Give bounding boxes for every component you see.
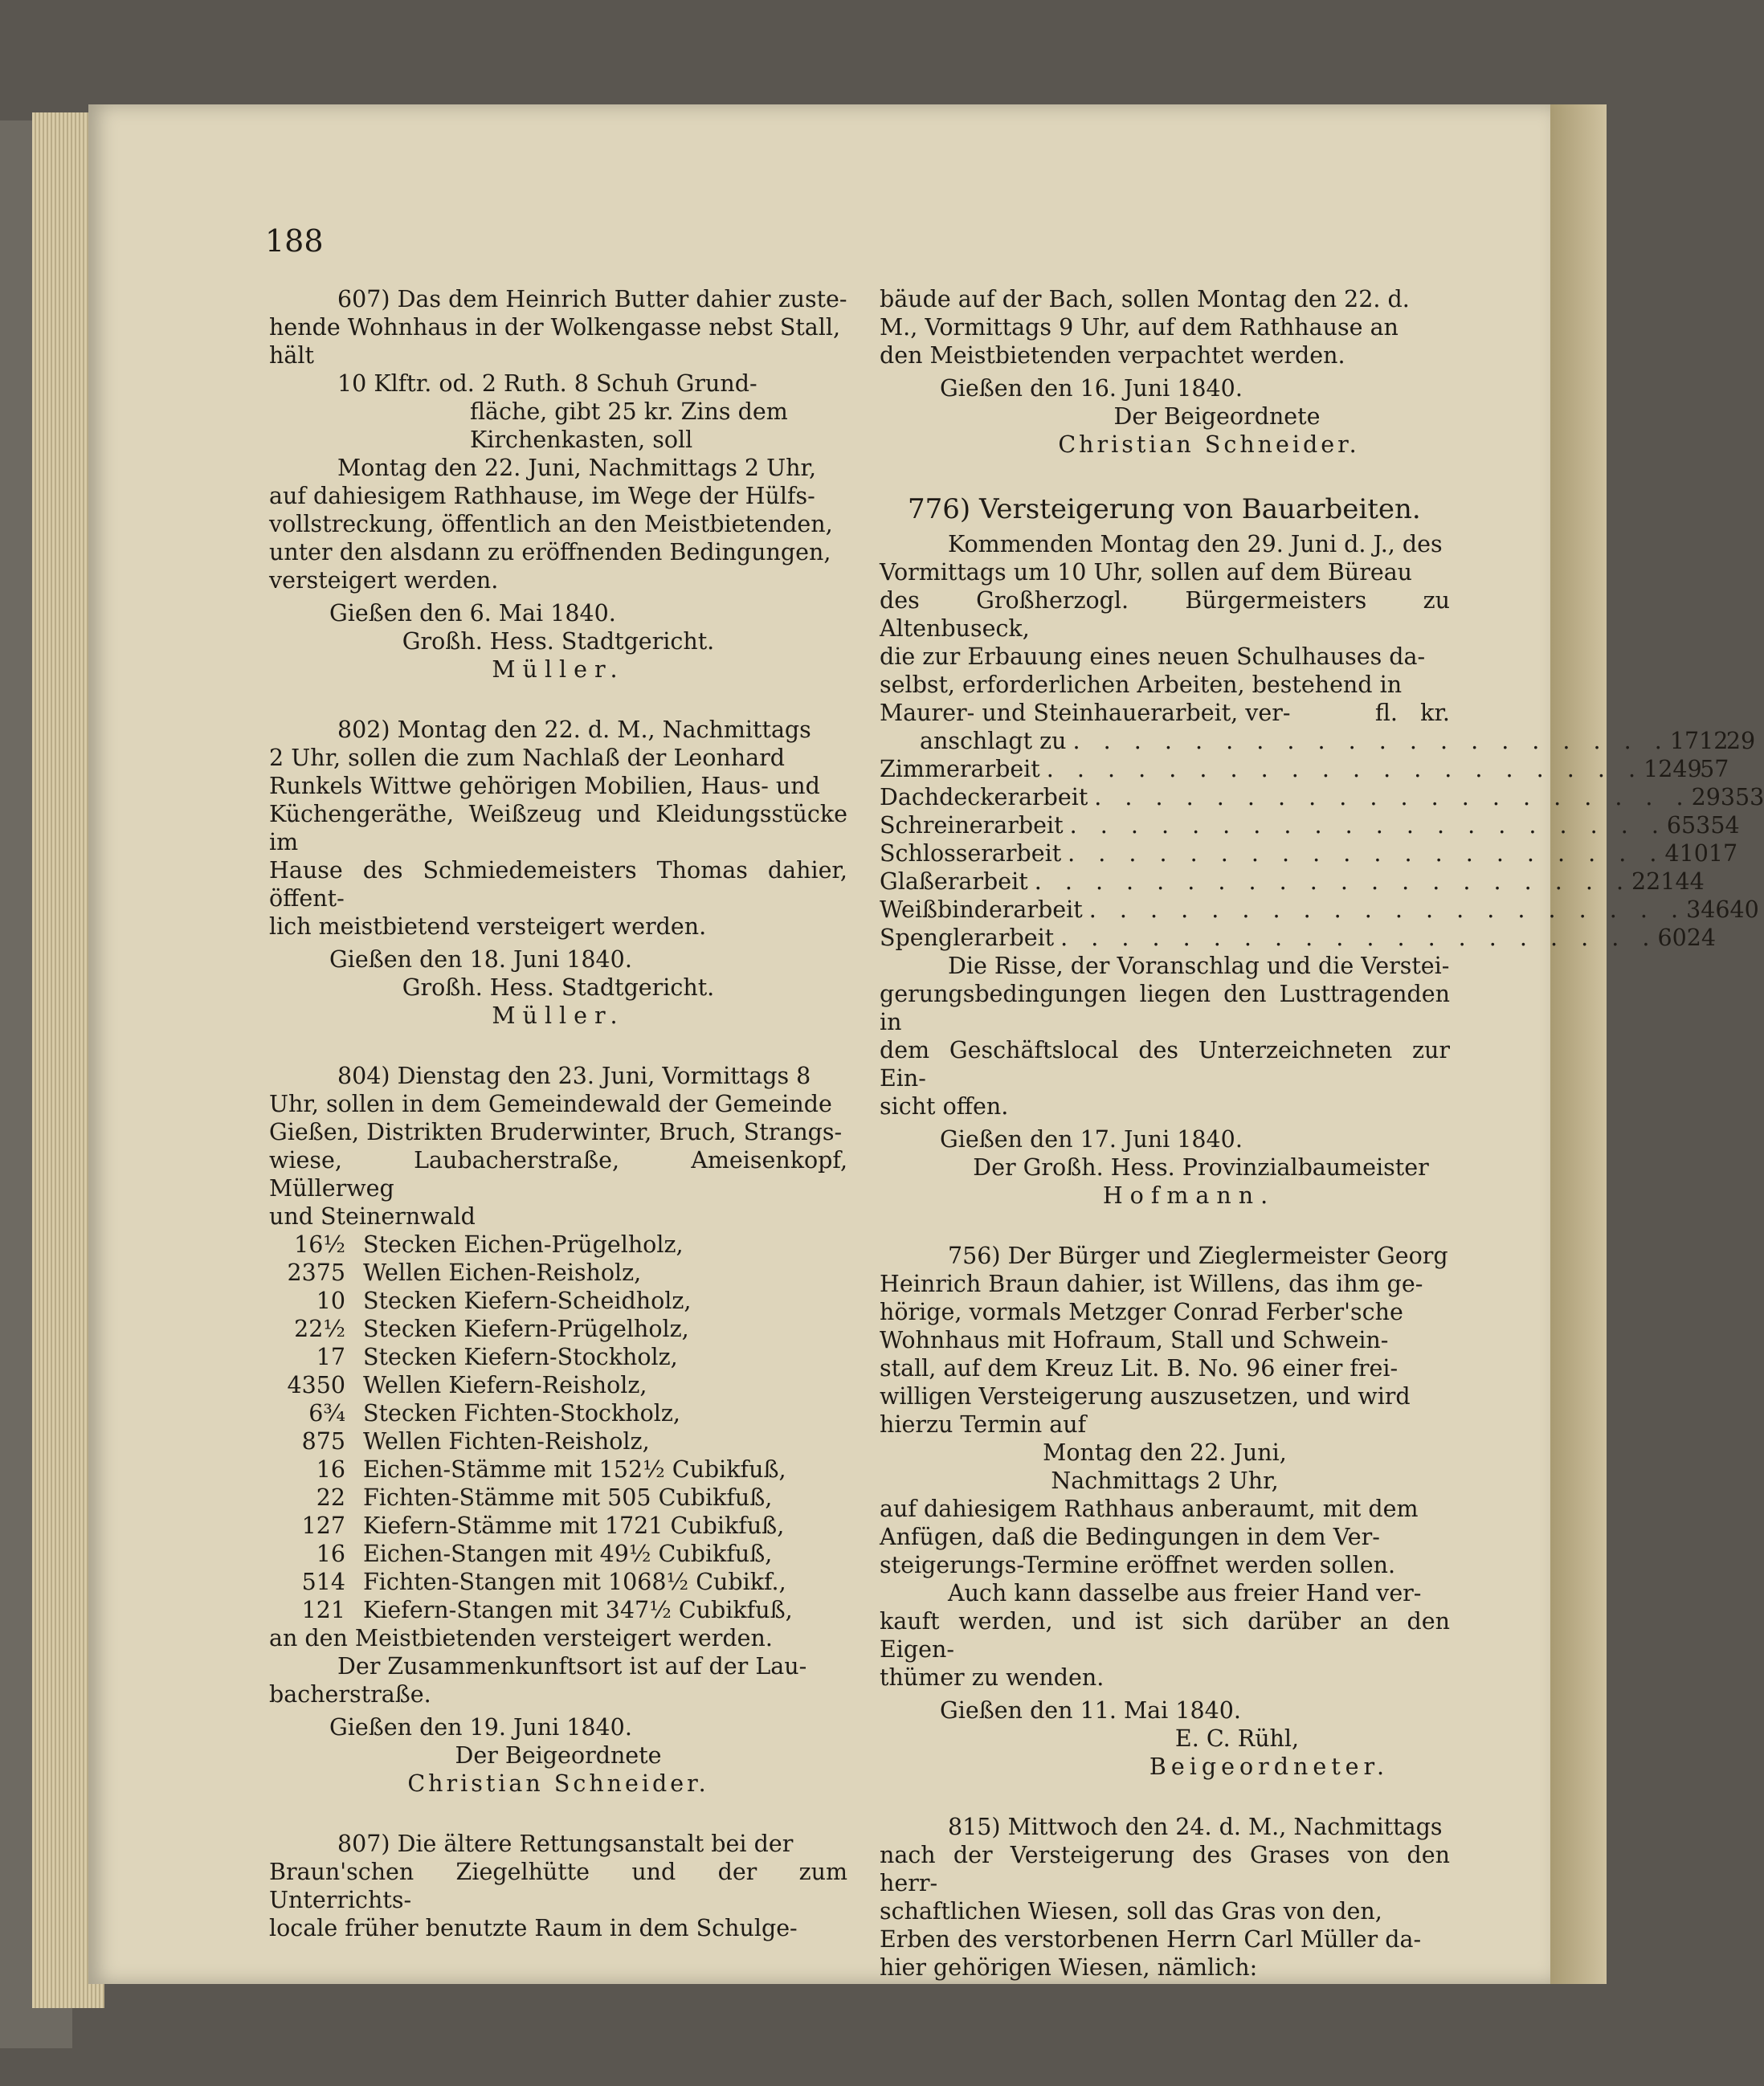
cost-kreuzer: 29 <box>1725 728 1756 754</box>
notice-804-line: wiese, Laubacherstraße, Ameisenkopf, Müllerweg <box>269 1147 847 1202</box>
cost-row <box>880 867 1705 896</box>
notice-607-body: vollstreckung, öffentlich an den Meistbietenden, <box>269 511 833 537</box>
cost-name: Schlosserarbeit <box>880 840 1062 867</box>
cost-leader-dots: . . . . . . . . . . . . . . . . . . . . <box>1068 840 1665 867</box>
wood-quantity: 6¾ <box>308 1400 345 1427</box>
wood-item <box>269 1427 847 1455</box>
wood-description: Kiefern-Stämme mit 1721 Cubikfuß, <box>363 1512 785 1539</box>
cost-name: Schreinerarbeit <box>880 812 1064 839</box>
notice-807-signature-name: Christian Schneider. <box>1058 431 1360 458</box>
notice-756-signature: E. C. Rühl, <box>1174 1725 1300 1752</box>
wood-quantity: 22 <box>316 1484 345 1511</box>
wood-quantity: 16½ <box>294 1231 345 1258</box>
cost-name: Spenglerarbeit <box>880 925 1055 951</box>
cost-row <box>880 839 1738 867</box>
notice-807-continued: den Meistbietenden verpachtet werden. <box>880 342 1345 369</box>
notice-607-signature: Großh. Hess. Stadtgericht. <box>402 628 715 655</box>
wood-item <box>269 1343 847 1371</box>
left-column <box>269 285 847 1942</box>
notice-607-place-date: Gießen den 6. Mai 1840. <box>329 600 616 627</box>
currency-florin: fl. <box>1374 700 1398 726</box>
notice-607-signature-name: Müller. <box>492 656 625 683</box>
notice-607-body: unter den alsdann zu eröffnenden Bedingungen, <box>269 539 831 565</box>
notice-815-line: 815) Mittwoch den 24. d. M., Nachmittags <box>948 1814 1443 1840</box>
wood-description: Stecken Eichen-Prügelholz, <box>363 1231 684 1258</box>
wood-quantity: 22½ <box>294 1316 345 1342</box>
wood-item <box>269 1399 847 1427</box>
cost-row <box>880 727 1756 755</box>
facing-page-edge <box>1550 104 1607 1984</box>
cost-florin: 410 <box>1664 840 1709 867</box>
wood-description: Wellen Fichten-Reisholz, <box>363 1428 650 1455</box>
notice-607-body: auf dahiesigem Rathhause, im Wege der Hülfs- <box>269 483 815 509</box>
notice-756-tail: Anfügen, daß die Bedingungen in dem Ver- <box>880 1524 1380 1550</box>
cost-row <box>880 755 1729 783</box>
notice-776-signature: Der Großh. Hess. Provinzialbaumeister <box>973 1154 1429 1181</box>
cost-leader-dots: . . . . . . . . . . . . . . . . . . . . <box>1034 868 1632 895</box>
currency-kreuzer: kr. <box>1420 700 1450 726</box>
notice-807-signature: Der Beigeordnete <box>1113 403 1321 430</box>
notice-756-tail: thümer zu wenden. <box>880 1664 1105 1691</box>
cost-table-header <box>880 699 1450 727</box>
cost-row <box>880 783 1764 811</box>
notice-804-line: und Steinernwald <box>269 1203 476 1230</box>
cost-leader-dots: . . . . . . . . . . . . . . . . . . . . <box>1060 925 1658 951</box>
wood-item <box>269 1540 847 1568</box>
notice-776-line: Vormittags um 10 Uhr, sollen auf dem Büreau <box>880 559 1413 586</box>
notice-807-place-date: Gießen den 16. Juni 1840. <box>940 375 1243 402</box>
wood-item <box>269 1259 847 1287</box>
notice-607-area: 10 Klftr. od. 2 Ruth. 8 Schuh Grund- <box>337 370 757 397</box>
cost-kreuzer: 17 <box>1708 840 1738 867</box>
notice-807-line: Braun'schen Ziegelhütte und der zum Unterrichts- <box>269 1859 847 1913</box>
cost-name: anschlagt zu <box>920 728 1067 754</box>
cost-kreuzer: 54 <box>1710 812 1740 839</box>
notice-815-line: hier gehörigen Wiesen, nämlich: <box>880 1954 1258 1981</box>
notice-804-tail: an den Meistbietenden versteigert werden. <box>269 1625 773 1651</box>
notice-804-signature-name: Christian Schneider. <box>407 1770 709 1797</box>
notice-807-continued: M., Vormittags 9 Uhr, auf dem Rathhause an <box>880 314 1399 341</box>
wood-quantity: 127 <box>301 1512 345 1539</box>
notice-807-line: locale früher benutzte Raum in dem Schulge- <box>269 1915 798 1941</box>
cost-name: Glaßerarbeit <box>880 868 1028 895</box>
notice-802-signature: Großh. Hess. Stadtgericht. <box>402 974 715 1001</box>
notice-804-line: 804) Dienstag den 23. Juni, Vormittags 8 <box>337 1063 811 1089</box>
notice-804-line: Uhr, sollen in dem Gemeindewald der Gemeinde <box>269 1091 832 1117</box>
notice-802-line: lich meistbietend versteigert werden. <box>269 913 707 940</box>
cost-kreuzer: 40 <box>1729 896 1759 923</box>
notice-756-place-date: Gießen den 11. Mai 1840. <box>940 1697 1241 1724</box>
wood-description: Stecken Kiefern-Scheidholz, <box>363 1288 692 1314</box>
notice-607-line: hende Wohnhaus in der Wolkengasse nebst Stall, <box>269 314 841 341</box>
notice-756-line: 756) Der Bürger und Zieglermeister Georg <box>948 1243 1448 1269</box>
notice-607-body: Montag den 22. Juni, Nachmittags 2 Uhr, <box>337 455 817 481</box>
notice-607-line: hält <box>269 342 314 369</box>
notice-807-continued: bäude auf der Bach, sollen Montag den 22. d. <box>880 286 1410 312</box>
wood-quantity: 2375 <box>287 1259 345 1286</box>
notice-776-tail: Die Risse, der Voranschlag und die Verstei- <box>948 953 1450 979</box>
wood-description: Stecken Fichten-Stockholz, <box>363 1400 680 1427</box>
notice-776-line: Kommenden Montag den 29. Juni d. J., des <box>948 531 1443 557</box>
notice-804-tail: bacherstraße. <box>269 1681 431 1708</box>
wood-item <box>269 1596 847 1624</box>
notice-804-place-date: Gießen den 19. Juni 1840. <box>329 1714 632 1741</box>
cost-leader-dots: . . . . . . . . . . . . . . . . . . . . <box>1094 784 1692 810</box>
right-column <box>880 285 1764 1982</box>
notice-607-area: Kirchenkasten, soll <box>470 427 693 453</box>
notice-607-area: fläche, gibt 25 kr. Zins dem <box>470 398 788 425</box>
cost-kreuzer: 24 <box>1686 925 1716 951</box>
wood-quantity: 514 <box>301 1569 345 1595</box>
cost-florin: 346 <box>1686 896 1730 923</box>
wood-description: Fichten-Stangen mit 1068½ Cubikf., <box>363 1569 786 1595</box>
wood-quantity: 875 <box>301 1428 345 1455</box>
notice-756-tail: kauft werden, und ist sich darüber an den Eigen- <box>880 1608 1450 1663</box>
notice-756-line: stall, auf dem Kreuz Lit. B. No. 96 einer frei- <box>880 1355 1399 1382</box>
wood-description: Eichen-Stangen mit 49½ Cubikfuß, <box>363 1541 773 1567</box>
cost-table <box>880 727 1764 952</box>
wood-description: Wellen Kiefern-Reisholz, <box>363 1372 647 1398</box>
cost-leader-dots: . . . . . . . . . . . . . . . . . . . . <box>1088 896 1687 923</box>
notice-802-signature-name: Müller. <box>492 1002 625 1029</box>
cost-name: Weißbinderarbeit <box>880 896 1083 923</box>
wood-quantity: 121 <box>301 1597 345 1623</box>
cost-florin: 1712 <box>1669 728 1729 754</box>
cost-kreuzer: 57 <box>1700 756 1729 782</box>
notice-815-line: nach der Versteigerung des Grases von den herr- <box>880 1842 1450 1896</box>
notice-756-line: hörige, vormals Metzger Conrad Ferber'sche <box>880 1299 1403 1325</box>
notice-776-place-date: Gießen den 17. Juni 1840. <box>940 1126 1243 1153</box>
notice-756-line: Heinrich Braun dahier, ist Willens, das ihm ge- <box>880 1271 1423 1297</box>
cost-florin: 60 <box>1657 925 1687 951</box>
wood-description: Kiefern-Stangen mit 347½ Cubikfuß, <box>363 1597 793 1623</box>
cost-row <box>880 896 1759 924</box>
notice-776-tail: sicht offen. <box>880 1093 1009 1120</box>
notice-802-line: Hause des Schmiedemeisters Thomas dahier, öffent- <box>269 857 847 912</box>
cost-leader-dots: . . . . . . . . . . . . . . . . . . . . <box>1046 756 1644 782</box>
notice-756-signature-title: Beigeordneter. <box>1149 1753 1390 1780</box>
wood-description: Fichten-Stämme mit 505 Cubikfuß, <box>363 1484 773 1511</box>
wood-description: Eichen-Stämme mit 152½ Cubikfuß, <box>363 1456 786 1483</box>
notice-776-line: selbst, erforderlichen Arbeiten, bestehend in <box>880 672 1403 698</box>
cost-kreuzer: 53 <box>1735 784 1764 810</box>
notice-756-tail: steigerungs-Termine eröffnet werden sollen. <box>880 1552 1396 1578</box>
cost-row <box>880 811 1740 839</box>
cost-row <box>880 924 1716 952</box>
notice-756-tail: auf dahiesigem Rathhaus anberaumt, mit dem <box>880 1496 1419 1522</box>
notice-802-line: 802) Montag den 22. d. M., Nachmittags <box>337 716 811 743</box>
wood-item <box>269 1568 847 1596</box>
wood-list <box>269 1231 847 1624</box>
cost-florin: 293 <box>1691 784 1736 810</box>
notice-776-heading: 776) Versteigerung von Bauarbeiten. <box>908 493 1421 525</box>
cost-name: Dachdeckerarbeit <box>880 784 1088 810</box>
wood-description: Stecken Kiefern-Stockholz, <box>363 1344 678 1370</box>
cost-florin: 221 <box>1631 868 1676 895</box>
notice-776-line: des Großherzogl. Bürgermeisters zu Altenbuseck, <box>880 587 1450 642</box>
notice-804-tail: Der Zusammenkunftsort ist auf der Lau- <box>337 1653 807 1680</box>
notice-807-line: 807) Die ältere Rettungsanstalt bei der <box>337 1831 794 1857</box>
page-number: 188 <box>265 223 324 259</box>
wood-quantity: 10 <box>316 1288 345 1314</box>
notice-776-tail: dem Geschäftslocal des Unterzeichneten zur Ein- <box>880 1037 1450 1092</box>
notice-756-line: willigen Versteigerung auszusetzen, und wird <box>880 1383 1411 1410</box>
notice-756-date-centered: Montag den 22. Juni, <box>1043 1439 1287 1466</box>
cost-leader-dots: . . . . . . . . . . . . . . . . . . . . <box>1069 812 1667 839</box>
wood-item <box>269 1231 847 1259</box>
wood-item <box>269 1287 847 1315</box>
wood-item <box>269 1455 847 1484</box>
wood-description: Wellen Eichen-Reisholz, <box>363 1259 642 1286</box>
cost-leader-dots: . . . . . . . . . . . . . . . . . . . . <box>1072 728 1670 754</box>
wood-quantity: 16 <box>316 1541 345 1567</box>
notice-802-line: Küchengeräthe, Weißzeug und Kleidungsstücke im <box>269 801 847 855</box>
cost-florin: 1249 <box>1644 756 1702 782</box>
notice-802-line: 2 Uhr, sollen die zum Nachlaß der Leonhard <box>269 745 785 771</box>
cost-name: Zimmerarbeit <box>880 756 1040 782</box>
cost-kreuzer: 44 <box>1675 868 1705 895</box>
notice-776-tail: gerungsbedingungen liegen den Lusttragenden in <box>880 981 1450 1035</box>
notice-756-time-centered: Nachmittags 2 Uhr, <box>1051 1468 1279 1494</box>
notice-804-signature: Der Beigeordnete <box>455 1742 662 1769</box>
wood-quantity: 4350 <box>287 1372 345 1398</box>
notice-804-line: Gießen, Distrikten Bruderwinter, Bruch, Strangs- <box>269 1119 843 1145</box>
notice-756-line: hierzu Termin auf <box>880 1411 1087 1438</box>
wood-quantity: 17 <box>316 1344 345 1370</box>
wood-description: Stecken Kiefern-Prügelholz, <box>363 1316 689 1342</box>
notice-607-line: 607) Das dem Heinrich Butter dahier zuste- <box>337 286 847 312</box>
notice-607-body: versteigert werden. <box>269 567 499 594</box>
notice-815-line: Erben des verstorbenen Herrn Carl Müller da- <box>880 1926 1422 1953</box>
notice-776-line: die zur Erbauung eines neuen Schulhauses da- <box>880 643 1426 670</box>
wood-item <box>269 1512 847 1540</box>
wood-item <box>269 1371 847 1399</box>
wood-item <box>269 1484 847 1512</box>
notice-815-line: schaftlichen Wiesen, soll das Gras von den, <box>880 1898 1382 1925</box>
notice-802-place-date: Gießen den 18. Juni 1840. <box>329 946 632 973</box>
wood-quantity: 16 <box>316 1456 345 1483</box>
notice-756-tail: Auch kann dasselbe aus freier Hand ver- <box>948 1580 1422 1606</box>
cost-florin: 653 <box>1666 812 1711 839</box>
cost-first-item: Maurer- und Steinhauerarbeit, ver- <box>880 700 1291 726</box>
wood-item <box>269 1315 847 1343</box>
notice-802-line: Runkels Wittwe gehörigen Mobilien, Haus- und <box>269 773 820 799</box>
notice-776-signature-name: Hofmann. <box>1102 1182 1276 1209</box>
notice-756-line: Wohnhaus mit Hofraum, Stall und Schwein- <box>880 1327 1389 1353</box>
